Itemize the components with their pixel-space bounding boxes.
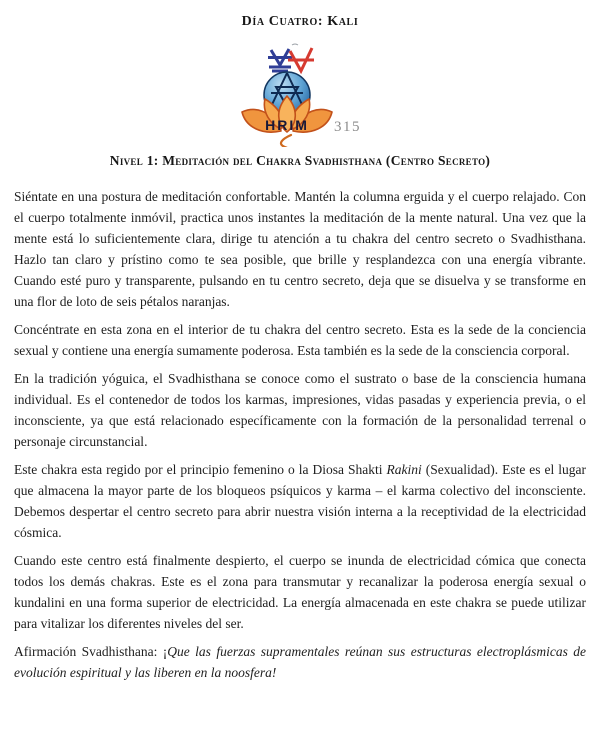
paragraph	[14, 186, 586, 312]
text-run: Siéntate en una postura de meditación confortable. Mantén la columna erguida y el cuerpo relajado. Con el cuerpo totalmente inmóvil, practica unos instantes la meditación de la mente natural. Una vez que la mente está lo suficientemente clara, dirige tu atención a tu chakra del centro secreto o Svadhisthana. Hazlo tan claro y prístino como te sea posible, que brille y resplandezca con una energía vibrante. Cuando esté puro y transparente, pulsando en tu centro secreto, deja que se disuelva y se transforme en una flor de loto de seis pétalos naranjas.	[14, 189, 586, 309]
text-run: En la tradición yóguica, el Svadhisthana se conoce como el sustrato o base de la consciencia humana individual. Es el contenedor de todos los karmas, impresiones, vidas pasadas y experiencia previa, o el inconsciente, ya que está relacionado específicamente con la formación de la personalidad terrenal o personaje circunstancial.	[14, 371, 586, 449]
italic-text-run: Rakini	[386, 462, 422, 477]
section-heading: Nivel 1: Meditación del Chakra Svadhisthana (Centro Secreto)	[109, 153, 491, 168]
logo	[215, 41, 385, 147]
paragraph	[14, 319, 586, 361]
page-number: 315	[334, 119, 361, 135]
tiny-top-mark	[292, 44, 298, 45]
mantra-label: HRIM	[265, 117, 309, 133]
lotus-stem-tail	[281, 135, 291, 147]
text-run: Concéntrate en esta zona en el interior de tu chakra del centro secreto. Esta es la sede de la conciencia sexual y contiene una energía sumamente poderosa. Esta también es la sede de la consciencia corporal.	[14, 322, 586, 358]
paragraph	[14, 550, 586, 634]
kali-seal-red-glyph	[288, 48, 314, 71]
body-text	[0, 186, 600, 683]
paragraph	[14, 641, 586, 683]
page-title: Día Cuatro: Kali	[241, 14, 359, 29]
text-run: Este chakra esta regido por el principio femenino o la Diosa Shakti	[14, 462, 387, 477]
paragraph	[14, 459, 586, 543]
italic-text-run: Que las fuerzas supramentales reúnan sus estructuras electroplásmicas de evolución espiritual y las liberen en la noosfera!	[14, 644, 586, 680]
text-run: Afirmación Svadhisthana: ¡	[14, 644, 168, 659]
paragraph	[14, 368, 586, 452]
text-run: (Sexualidad). Este es el lugar que almacena la mayor parte de los bloqueos psíquicos y karma – el karma colectivo del inconsciente. Debemos despertar el centro secreto para abrir nuestra visión interna a la receptividad de la electricidad cósmica.	[14, 462, 587, 540]
text-run: Cuando este centro está finalmente despierto, el cuerpo se inunda de electricidad cómica que conecta todos los demás chakras. Este es el zona para transmutar y recanalizar la poderosa energía sexual o kundalini en una forma superior de electricidad. La energía almacenada en este chakra se puede utilizar para vitalizar los diferentes niveles del ser.	[14, 553, 586, 631]
